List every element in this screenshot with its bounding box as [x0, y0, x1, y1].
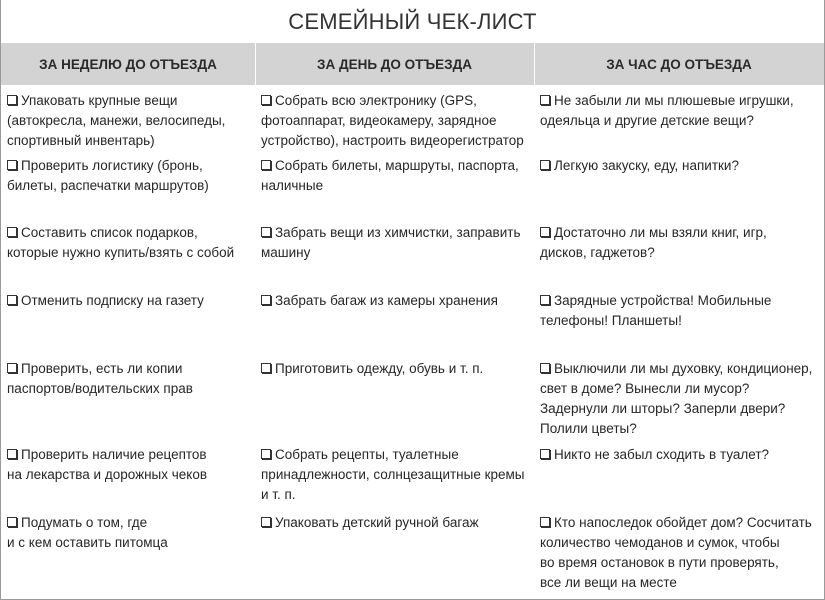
checklist-item-text: Выключили ли мы духовку, кондиционер, свет в доме? Вынесли ли мусор? Задернули ли шторы? Заперли двери? Полили цветы? [540, 361, 813, 436]
checklist-item-text: Легкую закуску, еду, напитки? [554, 158, 739, 173]
checklist-item[interactable] [7, 223, 253, 263]
checklist-item[interactable] [7, 91, 253, 151]
checklist-item-text: Упаковать крупные вещи (автокресла, манежи, велосипеды, спортивный инвентарь) [7, 93, 226, 148]
checklist-item[interactable] [540, 445, 822, 465]
checklist-item[interactable] [7, 291, 253, 311]
checkbox-icon[interactable] [540, 363, 550, 373]
checklist-table [1, 85, 824, 599]
checkbox-icon[interactable] [540, 227, 550, 237]
checklist-item[interactable] [261, 513, 529, 533]
checklist-item-text: Забрать вещи из химчистки, заправить машину [261, 225, 521, 260]
checklist-item-text: Упаковать детский ручной багаж [275, 515, 479, 530]
checklist-item-text: Отменить подписку на газету [21, 293, 204, 308]
checklist-item[interactable] [7, 156, 253, 196]
checkbox-icon[interactable] [540, 449, 550, 459]
checklist-item[interactable] [7, 513, 253, 553]
column-header-week: ЗА НЕДЕЛЮ ДО ОТЪЕЗДА [39, 56, 217, 72]
checklist-item-text: Проверить наличие рецептов на лекарства и дорожных чеков [7, 447, 208, 482]
table-header [1, 43, 824, 85]
checklist-item[interactable] [261, 291, 529, 311]
checklist-item[interactable] [261, 91, 529, 151]
checkbox-icon[interactable] [7, 449, 17, 459]
checklist-item-text: Проверить, есть ли копии паспортов/водительских прав [7, 361, 193, 396]
checkbox-icon[interactable] [261, 517, 271, 527]
checkbox-icon[interactable] [7, 160, 17, 170]
checklist-item-text: Собрать билеты, маршруты, паспорта, наличные [261, 158, 519, 193]
checklist-item[interactable] [540, 359, 822, 439]
header-divider [255, 43, 256, 85]
page-title: СЕМЕЙНЫЙ ЧЕК-ЛИСТ [1, 0, 824, 44]
checklist-item-text: Забрать багаж из камеры хранения [275, 293, 498, 308]
checklist-item-text: Достаточно ли мы взяли книг, игр, дисков, гаджетов? [540, 225, 767, 260]
checklist-item-text: Не забыли ли мы плюшевые игрушки, одеяльца и другие детские вещи? [540, 93, 794, 128]
checklist-item[interactable] [540, 223, 822, 263]
checkbox-icon[interactable] [261, 295, 271, 305]
checkbox-icon[interactable] [7, 295, 17, 305]
checkbox-icon[interactable] [261, 160, 271, 170]
checklist-item[interactable] [261, 359, 529, 379]
checklist-item-text: Подумать о том, где и с кем оставить питомца [7, 515, 168, 550]
column-header-hour: ЗА ЧАС ДО ОТЪЕЗДА [606, 56, 752, 72]
checklist-item[interactable] [261, 223, 529, 263]
checklist-item-text: Проверить логистику (бронь, билеты, распечатки маршрутов) [7, 158, 209, 193]
checklist-item[interactable] [261, 156, 529, 196]
checkbox-icon[interactable] [7, 517, 17, 527]
checklist-item-text: Собрать рецепты, туалетные принадлежности, солнцезащитные кремы и т. п. [261, 447, 525, 502]
checklist-item[interactable] [540, 156, 822, 176]
checklist-item-text: Собрать всю электронику (GPS, фотоаппарат, видеокамеру, зарядное устройство), настроить видеорегистратор [261, 93, 524, 148]
checkbox-icon[interactable] [7, 95, 17, 105]
checkbox-icon[interactable] [7, 227, 17, 237]
checkbox-icon[interactable] [261, 363, 271, 373]
checkbox-icon[interactable] [540, 160, 550, 170]
checklist-item[interactable] [261, 445, 529, 505]
checklist-item-text: Приготовить одежду, обувь и т. п. [275, 361, 484, 376]
column-header-day: ЗА ДЕНЬ ДО ОТЪЕЗДА [317, 56, 472, 72]
checklist-item[interactable] [7, 359, 253, 399]
checkbox-icon[interactable] [261, 227, 271, 237]
checkbox-icon[interactable] [261, 95, 271, 105]
checkbox-icon[interactable] [540, 517, 550, 527]
checklist-item-text: Никто не забыл сходить в туалет? [554, 447, 770, 462]
checkbox-icon[interactable] [540, 95, 550, 105]
checklist-item[interactable] [540, 91, 822, 131]
checklist-item[interactable] [7, 445, 253, 485]
checkbox-icon[interactable] [261, 449, 271, 459]
header-divider [534, 43, 535, 85]
checklist-item[interactable] [540, 291, 822, 331]
checkbox-icon[interactable] [540, 295, 550, 305]
checklist-item[interactable] [540, 513, 822, 593]
checkbox-icon[interactable] [7, 363, 17, 373]
checklist-item-text: Составить список подарков, которые нужно купить/взять с собой [7, 225, 235, 260]
checklist-item-text: Зарядные устройства! Мобильные телефоны! Планшеты! [540, 293, 772, 328]
checklist-item-text: Кто напоследок обойдет дом? Сосчитать количество чемоданов и сумок, чтобы во время остановок в пути проверять, все ли вещи на месте [540, 515, 812, 590]
